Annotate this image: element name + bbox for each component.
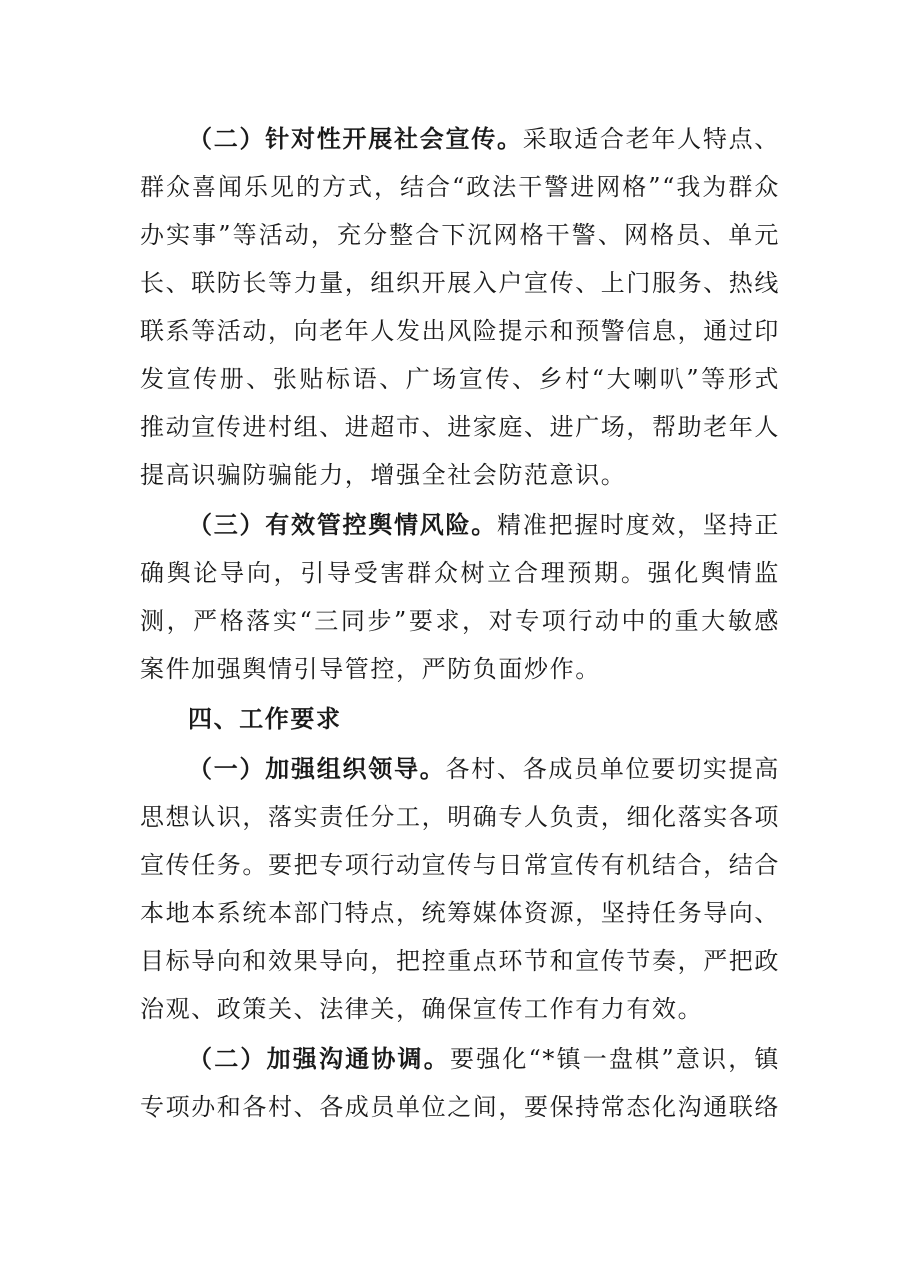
paragraph-lead: （二）加强沟通协调。 <box>188 1045 450 1073</box>
paragraph-lead: （三）有效管控舆情风险。 <box>188 511 497 539</box>
document-body <box>140 115 780 1131</box>
paragraph-organization <box>140 745 780 1033</box>
paragraph-lead: （一）加强组织领导。 <box>188 755 446 783</box>
paragraph-text: 各村、各成员单位要切实提高思想认识，落实责任分工，明确专人负责，细化落实各项宣传任务。要把专项行动宣传与日常宣传有机结合，结合本地本系统本部门特点，统筹媒体资源，坚持任务导向、目标导向和效果导向，把控重点环节和宣传节奏，严把政治观、政策关、法律关，确保宣传工作有力有效。 <box>140 755 780 1023</box>
section-heading: 四、工作要求 <box>188 705 342 733</box>
paragraph-publicity <box>140 115 780 499</box>
paragraph-text: 要强化“*镇一盘棋”意识，镇专项办和各村、各成员单位之间，要保持常态化沟通联络 <box>140 1045 780 1121</box>
paragraph-text: 采取适合老年人特点、群众喜闻乐见的方式，结合“政法干警进网格”“我为群众办实事”等活动，充分整合下沉网格干警、网格员、单元长、联防长等力量，组织开展入户宣传、上门服务、热线联系等活动，向老年人发出风险提示和预警信息，通过印发宣传册、张贴标语、广场宣传、乡村“大喇叭”等形式推动宣传进村组、进超市、进家庭、进广场，帮助老年人提高识骗防骗能力，增强全社会防范意识。 <box>140 125 780 489</box>
paragraph-opinion-risk <box>140 501 780 693</box>
paragraph-coordination <box>140 1035 780 1131</box>
paragraph-lead: （二）针对性开展社会宣传。 <box>188 125 523 153</box>
paragraph-text: 精准把握时度效，坚持正确舆论导向，引导受害群众树立合理预期。强化舆情监测，严格落实“三同步”要求，对专项行动中的重大敏感案件加强舆情引导管控，严防负面炒作。 <box>140 511 781 683</box>
